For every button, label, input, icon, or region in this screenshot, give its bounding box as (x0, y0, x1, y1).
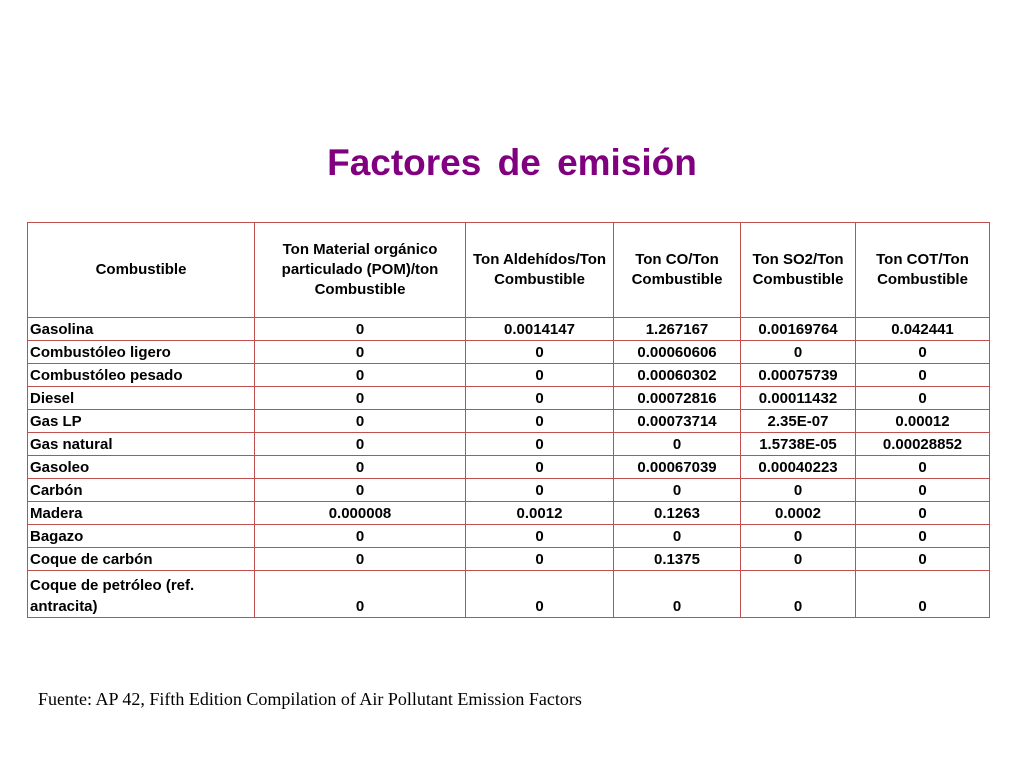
cot-cell: 0 (856, 456, 990, 479)
fuel-cell: Madera (28, 502, 255, 525)
fuel-cell: Gasoleo (28, 456, 255, 479)
so2-cell: 1.5738E-05 (741, 433, 856, 456)
so2-cell: 0.00169764 (741, 318, 856, 341)
table-row (28, 433, 990, 456)
co-cell: 0.00072816 (614, 387, 741, 410)
table-row (28, 456, 990, 479)
aldehidos-cell: 0.0012 (466, 502, 614, 525)
cot-cell: 0 (856, 571, 990, 618)
so2-cell: 0 (741, 341, 856, 364)
pom-cell: 0 (255, 571, 466, 618)
table-row (28, 410, 990, 433)
aldehidos-cell: 0.0014147 (466, 318, 614, 341)
co-cell: 0.00067039 (614, 456, 741, 479)
table-row (28, 502, 990, 525)
table-row (28, 387, 990, 410)
pom-cell: 0 (255, 479, 466, 502)
fuel-cell: Gas LP (28, 410, 255, 433)
fuel-cell: Combustóleo pesado (28, 364, 255, 387)
co-cell: 0 (614, 479, 741, 502)
cot-cell: 0 (856, 502, 990, 525)
cot-cell: 0 (856, 479, 990, 502)
table-row (28, 479, 990, 502)
aldehidos-cell: 0 (466, 364, 614, 387)
cot-cell: 0.00012 (856, 410, 990, 433)
cot-cell: 0 (856, 364, 990, 387)
emission-factors-table (27, 222, 990, 618)
table-header-row (28, 223, 990, 318)
co-cell: 0 (614, 525, 741, 548)
co-cell: 0.1375 (614, 548, 741, 571)
so2-cell: 0 (741, 548, 856, 571)
aldehidos-cell: 0 (466, 525, 614, 548)
table-row (28, 525, 990, 548)
so2-cell: 0.00011432 (741, 387, 856, 410)
table-row (28, 548, 990, 571)
co-cell: 0.1263 (614, 502, 741, 525)
fuel-cell: Carbón (28, 479, 255, 502)
source-citation: Fuente: AP 42, Fifth Edition Compilation of Air Pollutant Emission Factors (38, 689, 582, 709)
co-cell: 1.267167 (614, 318, 741, 341)
pom-cell: 0 (255, 318, 466, 341)
co-cell: 0.00073714 (614, 410, 741, 433)
co-cell: 0.00060606 (614, 341, 741, 364)
so2-cell: 0.0002 (741, 502, 856, 525)
aldehidos-cell: 0 (466, 341, 614, 364)
fuel-cell: Gasolina (28, 318, 255, 341)
so2-cell: 0.00075739 (741, 364, 856, 387)
co-cell: 0 (614, 571, 741, 618)
co-cell: 0.00060302 (614, 364, 741, 387)
table-row (28, 364, 990, 387)
aldehidos-cell: 0 (466, 410, 614, 433)
pom-cell: 0.000008 (255, 502, 466, 525)
slide-title: Factores de emisión (327, 142, 697, 183)
header-so2: Ton SO2/Ton Combustible (741, 223, 856, 318)
fuel-cell: Coque de carbón (28, 548, 255, 571)
header-cot: Ton COT/Ton Combustible (856, 223, 990, 318)
aldehidos-cell: 0 (466, 387, 614, 410)
fuel-cell: Coque de petróleo (ref. antracita) (28, 571, 255, 618)
so2-cell: 0 (741, 571, 856, 618)
cot-cell: 0.042441 (856, 318, 990, 341)
pom-cell: 0 (255, 364, 466, 387)
aldehidos-cell: 0 (466, 571, 614, 618)
cot-cell: 0 (856, 525, 990, 548)
pom-cell: 0 (255, 548, 466, 571)
header-aldehidos: Ton Aldehídos/Ton Combustible (466, 223, 614, 318)
pom-cell: 0 (255, 525, 466, 548)
pom-cell: 0 (255, 387, 466, 410)
so2-cell: 0 (741, 479, 856, 502)
so2-cell: 0.00040223 (741, 456, 856, 479)
fuel-cell: Bagazo (28, 525, 255, 548)
pom-cell: 0 (255, 456, 466, 479)
cot-cell: 0 (856, 341, 990, 364)
aldehidos-cell: 0 (466, 479, 614, 502)
co-cell: 0 (614, 433, 741, 456)
aldehidos-cell: 0 (466, 456, 614, 479)
header-co: Ton CO/Ton Combustible (614, 223, 741, 318)
cot-cell: 0 (856, 548, 990, 571)
table-row (28, 318, 990, 341)
so2-cell: 0 (741, 525, 856, 548)
so2-cell: 2.35E-07 (741, 410, 856, 433)
table-row (28, 341, 990, 364)
fuel-cell: Gas natural (28, 433, 255, 456)
header-pom: Ton Material orgánico particulado (POM)/ton Combustible (255, 223, 466, 318)
cot-cell: 0 (856, 387, 990, 410)
pom-cell: 0 (255, 410, 466, 433)
fuel-cell: Combustóleo ligero (28, 341, 255, 364)
cot-cell: 0.00028852 (856, 433, 990, 456)
pom-cell: 0 (255, 341, 466, 364)
pom-cell: 0 (255, 433, 466, 456)
table-row (28, 571, 990, 618)
aldehidos-cell: 0 (466, 548, 614, 571)
header-combustible: Combustible (28, 223, 255, 318)
aldehidos-cell: 0 (466, 433, 614, 456)
fuel-cell: Diesel (28, 387, 255, 410)
